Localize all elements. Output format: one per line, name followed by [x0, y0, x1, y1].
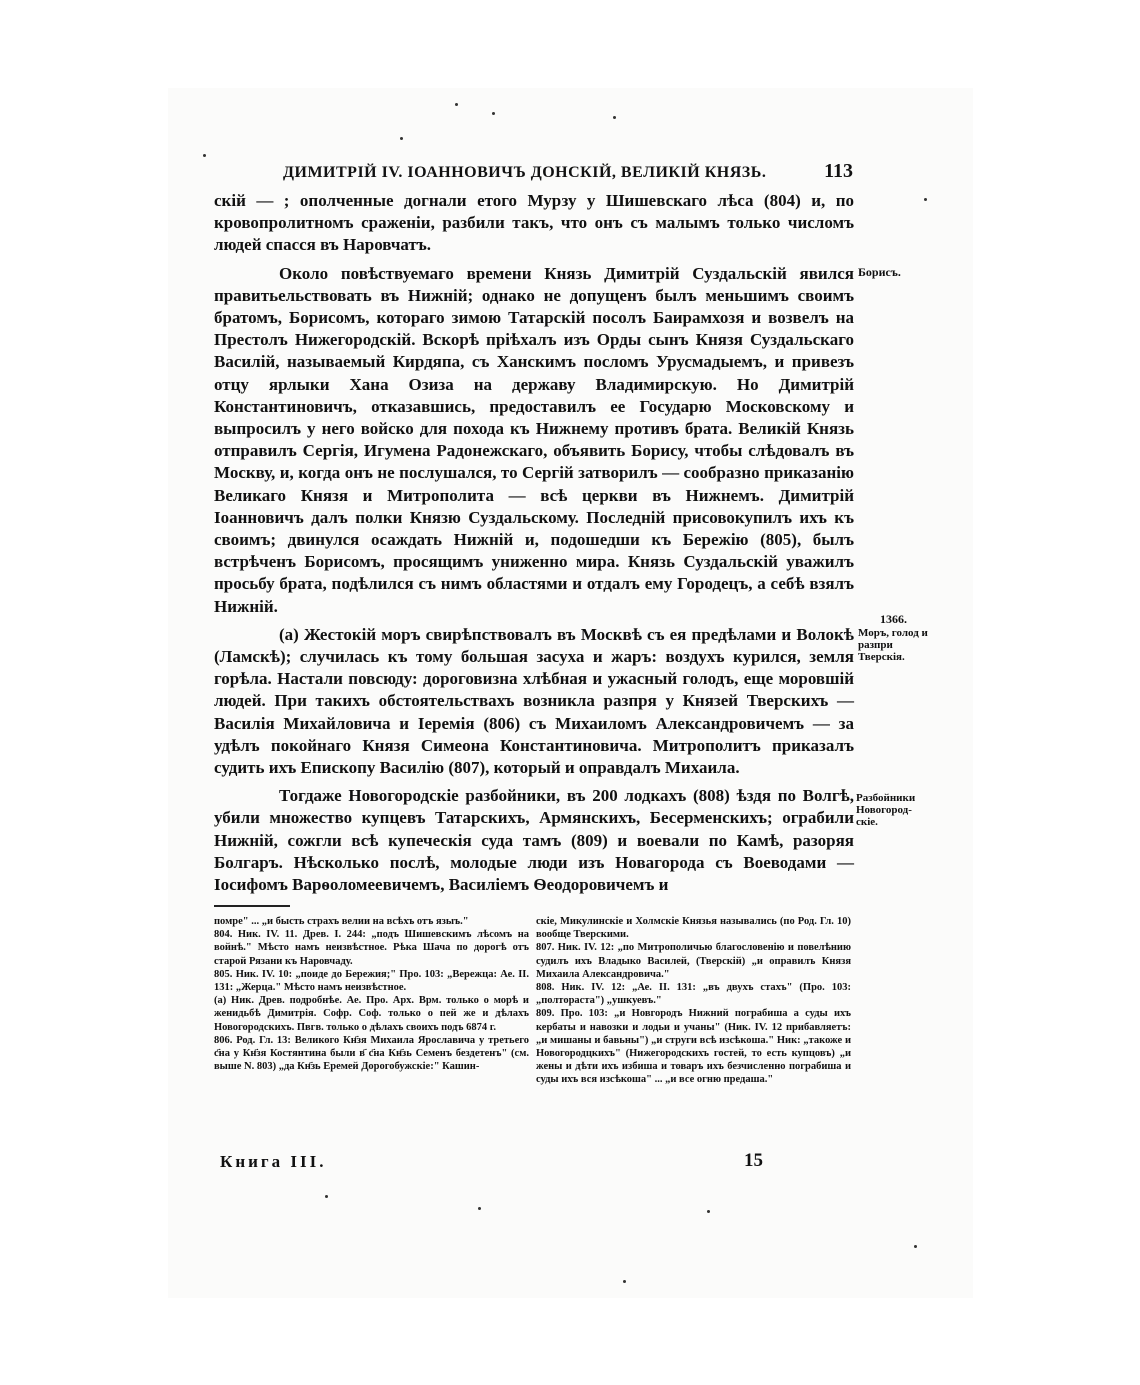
- footnotes-left: [214, 915, 529, 1073]
- scan-speck: [613, 116, 616, 119]
- paragraph: Около повѣствуемаго времени Князь Димитрій Суздальскій явился правитьельствовать въ Нижній; однако не допущенъ былъ меньшимъ своимъ братомъ, Борисомъ, котораго зимою Татарскій посолъ Баирамхозя и возвелъ на Престолъ Нижегородскій. Вскорѣ пріѣхалъ изъ Орды сынъ Князя Суздальскаго Василій, называемый Кирдяпа, съ Ханскимъ посломъ Урусмадыемъ, и привезъ отцу ярлыки Хана Озиза на державу Владимирскую. Но Димитрій Константиновичъ, отказавшись, предоставилъ ее Государю Московскому и выпросилъ у него войско для похода къ Нижнему противъ брата. Великій Князь отправилъ Сергія, Игумена Радонежскаго, объявить Борису, чтобы слѣдовалъ въ Москву, и, когда онъ не послушался, то Сергій затворилъ — сообразно приказанію Великаго Князя и Митрополита — всѣ церкви въ Нижнемъ. Димитрій Іоанновичъ далъ полки Князю Суздальскому. Последній присовокупилъ ихъ къ своимъ; двинулся осаждать Нижній и, подошедши къ Бережію (805), былъ встрѣченъ Борисомъ, просящимъ униженно мира. Князь Суздальскій уважилъ просьбу брата, подѣлился съ нимъ областями и отдалъ ему Городецъ, а себѣ взялъ Нижній.: [214, 263, 854, 616]
- scan-speck: [455, 103, 458, 106]
- scan-speck: [203, 154, 206, 157]
- footnote: 807. Ник. IV. 12: „по Митрополичью благословенію и повелѣнию судилъ ихъ Владыко Василей, (Тверскій) „и оправилъ Князя Михаила Александровича.": [536, 942, 851, 980]
- paragraph: (а) Жестокій моръ свирѣпствовалъ въ Москвѣ съ ея предѣлами и Волокѣ (Ламскѣ); случилась къ тому большая засуха и жаръ: воздухъ курился, земля горѣла. Настали повсюду: дороговизна хлѣбная и ужасный голодъ, еще моровшій людей. При такихъ обстоятельствахъ возникла разпря у Князей Тверскихъ — Василія Михайловича и Іеремія (806) съ Михаиломъ Александровичемъ — за удѣлъ покойнаго Князя Симеона Константиновича. Митрополитъ приказалъ судить ихъ Епископу Василію (807), который и оправдалъ Михаила.: [214, 624, 854, 778]
- header-title: ДИМИТРІЙ IV. ІОАННОВИЧЪ ДОНСКІЙ, ВЕЛИКІЙ КНЯЗЬ.: [283, 164, 767, 181]
- page-number: 113: [824, 160, 853, 182]
- margin-note-razboyniki: Разбойники Новогородскіе.: [856, 792, 916, 828]
- running-header: [283, 160, 853, 190]
- scan-speck: [707, 1210, 710, 1213]
- scan-speck: [492, 112, 495, 115]
- footnote: 804. Ник. IV. 11. Древ. I. 244: „подъ Шишевскимъ лѣсомъ на войнѣ." Мѣсто намъ неизвѣстное. Рѣка Шача по дорогѣ отъ старой Рязани къ Наровчаду.: [214, 929, 529, 967]
- paragraph: скій — ; ополченные догнали етого Мурзу у Шишевскаго лѣса (804) и, по кровопролитномъ сраженіи, разбили такъ, что онъ съ малымъ только числомъ людей спасся въ Наровчатъ.: [214, 191, 854, 255]
- margin-note-mor: Моръ, голод и разпри Тверскія.: [858, 627, 928, 663]
- page-footer: [214, 1150, 854, 1176]
- scan-speck: [914, 1245, 917, 1248]
- main-text: [214, 190, 854, 902]
- scan-speck: [400, 137, 403, 140]
- margin-note-year: 1366.: [880, 612, 907, 626]
- margin-note-boris: Борисъ.: [858, 265, 901, 279]
- footnote: 809. Про. 103: „и Новгородъ Нижний пограбиша а суды ихъ кербаты и навозки и лодьи и учаны" (Ник. IV. 12 прибавляетъ: „и мишаны и бавьны") „и струги всѣ изсѣкоша." Ник: „такоже и Новогородцкихъ" (Нижегородскихъ гостей, то есть купцовъ) „и жены и дѣти ихъ избиша и товаръ ихъ безчисленно пограбиша и суды ихъ вся изсѣкоша" ... „и все огню предаша.": [536, 1008, 851, 1086]
- scan-speck: [478, 1207, 481, 1210]
- footnote: 805. Ник. IV. 10: „поиде до Бережия;" Про. 103: „Вережца: Ае. II. 131: „Жерца." Мѣсто намъ неизвѣстное.: [214, 968, 529, 994]
- scan-speck: [325, 1195, 328, 1198]
- footnotes-right: [536, 915, 851, 1087]
- footnote: 808. Ник. IV. 12: „Ае. II. 131: „въ двухъ стахъ" (Про. 103: „полтораста") „ушкуевъ.": [536, 982, 851, 1007]
- scan-speck: [623, 1280, 626, 1283]
- footnote: помре" ... „и бысть страхъ велии на всѣхъ отъ языъ.": [214, 916, 469, 927]
- scan-speck: [924, 198, 927, 201]
- paragraph: Тогдаже Новогородскіе разбойники, въ 200 лодкахъ (808) ѣздя по Волгѣ, убили множество купцевъ Татарскихъ, Армянскихъ, Бесерменскихъ; ограбили Нижній, сожгли всѣ купеческія суда тамъ (809) и воевали по Камѣ, разоряя Болгаръ. Нѣсколько послѣ, молодые люди изъ Новагорода съ Воеводами — Іосифомъ Варѳоломеевичемъ, Василіемъ Ѳеодоровичемъ и: [214, 786, 854, 895]
- footnote: 806. Род. Гл. 13: Великого Кн҃зя Михаила Ярославича у третьего с҃на у Кн҃зя Костянтина были в҃ с҃на Кн҃зь Семенъ бездетенъ" (см. выше N. 803) „да Кн҃зь Еремей Дорогобужскіе:" Кашин-: [214, 1034, 529, 1073]
- footnote: скіе, Микулинскіе и Холмскіе Князья назывались (по Род. Гл. 10) вообще Тверскими.: [536, 916, 851, 941]
- book-label: Книга III.: [220, 1152, 327, 1171]
- signature-mark: 15: [744, 1150, 763, 1171]
- footnote: (а) Ник. Древ. подробнѣе. Ае. Про. Арх. Врм. только о морѣ и женидьбѣ Димитрія. Софр. Соф. только о пей же и дѣлахъ Новогородскихъ. Пвгв. только о дѣлахъ своихъ подъ 6874 г.: [214, 995, 529, 1033]
- footnote-rule: [214, 905, 290, 907]
